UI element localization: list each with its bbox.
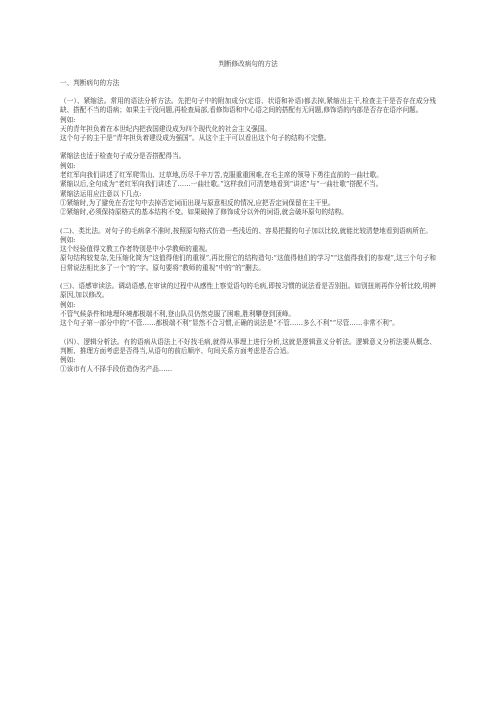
section-heading: 一、判断病句的方法 [60, 79, 120, 87]
example-sentence: ①该市有人不择手段仿造伪劣产品…… [60, 365, 173, 374]
example-analysis: 这个句子第一部分中的“不管……都极端不利”显然不合习惯,正确的说法是“不管……多么不利”“尽管……非常不利”。 [60, 319, 399, 328]
example-sentence: 不管气候条件和地理环境都极端不利,登山队员仍然克服了困难,胜利攀登到顶峰。 [60, 309, 295, 318]
example-label: 例如: [60, 300, 76, 309]
note-item: ①紧缩时,为了避免在否定句中去掉否定词而出现与原意相反的情况,应把否定词保留在主干里。 [60, 198, 335, 207]
example-label: 例如: [60, 115, 76, 124]
example-label: 例如: [60, 235, 76, 244]
paragraph-logic-method: （四）、逻辑分析法。有的语病从语法上不好找毛病,就得从事理上进行分析,这就是逻辑意义分析法。逻辑意义分析法要从概念、判断、推理方面考虑是否得当,从语句的前后顺序、句间关系方面考虑是否合适。 [60, 337, 436, 355]
notes-heading: 紧缩法运用应注意以下几点: [60, 189, 142, 198]
paragraph-collocation: 紧缩法也适于检查句子成分是否搭配得当。 [60, 152, 186, 161]
example-analysis: 这个句子的主干是“青年担负着建设成为强国”。从这个主干可以看出这个句子的结构不完整。 [60, 134, 331, 143]
example-sentence: 天的青年担负着在本世纪内把我国建设成为四个现代化的社会主义强国。 [60, 124, 271, 133]
paragraph-condense-method: （一）、紧缩法。常用的语法分析方法。先把句子中的附加成分(定语、状语和补语)都去掉,紧缩出主干,检查主干是否存在成分残缺、搭配不当的语病；如果主干没问题,再检查局部,看修饰语和中心语之间的搭配有无问题,修饰语的内部是否存在语序问题。 [60, 97, 436, 115]
example-sentence: 这个经验值得文教工作者特别是中小学教师的重视。 [60, 245, 212, 254]
example-label: 例如: [60, 161, 76, 170]
example-label: 例如: [60, 356, 76, 365]
example-analysis: 紧缩以后,全句成为“老红军向我们讲述了……一曲壮歌。”这样我们可清楚地看到“讲述”与“一曲壮歌”搭配不当。 [60, 180, 383, 189]
note-item: ②紧缩时,必须保持原格式的基本结构不变。如果破掉了修饰成分以外的词语,就会破坏原句的结构。 [60, 208, 348, 217]
paragraph-analogy-method: (二)、类比法。对句子的毛病拿不准时,按照原句格式仿造一些浅近的、容易把握的句子加以比较,就能比较清楚地看到语病所在。 [60, 226, 432, 235]
example-sentence: 老红军向我们讲述了红军爬雪山、过草地,历尽千辛万苦,克服重重困难,在毛主席的领导下勇往直前的一曲壮歌。 [60, 171, 383, 180]
example-analysis: 原句结构较复杂,先压缩化简为“这值得他们的重视”,再比照它的结构造句:“这值得他们的学习”“这值得我们的参观”,这三个句子和日常说法相比多了一个“的”字。原句要将“教师的重视”中的“的”删去。 [60, 254, 436, 272]
document-title: 判断修改病句的方法 [218, 60, 278, 68]
paragraph-language-sense-method: (三)、语感审读法。调动语感,在审读的过程中从感性上察觉语句的毛病,即按习惯的说法看是否别扭。如别扭则再作分析比较,明辨原因,加以修改。 [60, 282, 436, 300]
